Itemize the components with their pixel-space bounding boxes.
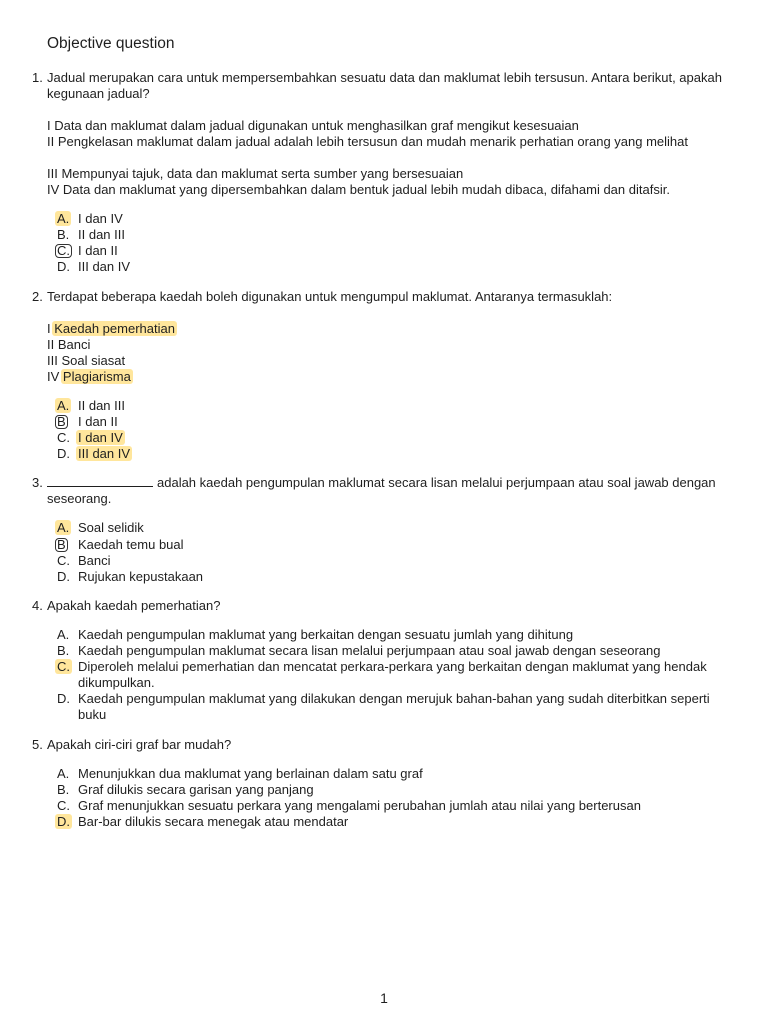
option-text: Bar-bar dilukis secara menegak atau mendatar — [78, 814, 349, 829]
question-number: 2. — [32, 289, 43, 304]
option-text: III dan IV — [78, 259, 131, 274]
highlighted-text: Kaedah pemerhatian — [54, 321, 175, 336]
option-label: D. — [57, 569, 70, 584]
option-label: D. — [57, 814, 70, 829]
option-text: Kaedah pengumpulan maklumat secara lisan melalui perjumpaan atau soal jawab dengan seseorang — [78, 643, 661, 658]
option-text: III dan IV — [78, 446, 131, 461]
option-text: Rujukan kepustakaan — [78, 569, 204, 584]
option-label: A. — [57, 398, 70, 413]
option-label: C. — [57, 659, 70, 674]
highlighted-text: Plagiarisma — [62, 369, 131, 384]
page-title: Objective question — [47, 35, 175, 52]
option-text: Banci — [78, 553, 111, 568]
question-number: 3. — [32, 475, 43, 490]
statement: IV Data dan maklumat yang dipersembahkan dalam bentuk jadual lebih mudah dibaca, difahami dan ditafsir. — [47, 182, 670, 197]
question-text: Jadual merupakan cara untuk mempersembahkan sesuatu data dan maklumat lebih tersusun. Antara berikut, apakah kegunaan jadual? — [47, 70, 722, 101]
option-text: II dan III — [78, 398, 125, 413]
question-number: 5. — [32, 737, 43, 752]
option-text: II dan III — [78, 227, 125, 242]
option-label: A. — [57, 627, 70, 642]
option-label: C. — [57, 243, 70, 258]
option-text: Graf menunjukkan sesuatu perkara yang mengalami perubahan jumlah atau nilai yang berterusan — [78, 798, 641, 813]
option-label: B — [57, 414, 66, 429]
option-text: I dan IV — [78, 430, 123, 445]
option-text: Kaedah temu bual — [78, 537, 184, 552]
option-label: C. — [57, 553, 70, 568]
option-label: B — [57, 537, 66, 552]
question-number: 1. — [32, 70, 43, 85]
option-label: D. — [57, 259, 70, 274]
question-text: Apakah ciri-ciri graf bar mudah? — [47, 737, 232, 752]
option-text: Menunjukkan dua maklumat yang berlainan dalam satu graf — [78, 766, 423, 781]
option-label: C. — [57, 798, 70, 813]
question-text: adalah kaedah pengumpulan maklumat secara lisan melalui perjumpaan atau soal jawab dengan seseorang. — [47, 475, 716, 506]
option-label: B. — [57, 227, 70, 242]
option-text: Graf dilukis secara garisan yang panjang — [78, 782, 314, 797]
statement: I Kaedah pemerhatian — [47, 321, 175, 336]
option-text: Diperoleh melalui pemerhatian dan mencatat perkara-perkara yang berkaitan dengan maklumat yang hendak dikumpulkan. — [78, 659, 707, 690]
option-text: I dan II — [78, 243, 118, 258]
option-text: Soal selidik — [78, 520, 144, 535]
option-label: A. — [57, 211, 70, 226]
question-text: Apakah kaedah pemerhatian? — [47, 598, 221, 613]
option-label: B. — [57, 643, 70, 658]
option-label: A. — [57, 520, 70, 535]
statement: III Mempunyai tajuk, data dan maklumat serta sumber yang bersesuaian — [47, 166, 464, 181]
statement: II Pengkelasan maklumat dalam jadual adalah lebih tersusun dan mudah menarik perhatian orang yang melihat — [47, 134, 689, 149]
option-label: C. — [57, 430, 70, 445]
page-number: 1 — [380, 990, 388, 1006]
option-text: I dan IV — [78, 211, 123, 226]
statement: II Banci — [47, 337, 91, 352]
statement: I Data dan maklumat dalam jadual digunakan untuk menghasilkan graf mengikut kesesuaian — [47, 118, 579, 133]
option-label: B. — [57, 782, 70, 797]
question-text: Terdapat beberapa kaedah boleh digunakan untuk mengumpul maklumat. Antaranya termasuklah: — [47, 289, 613, 304]
answer-blank — [47, 475, 153, 487]
statement: III Soal siasat — [47, 353, 126, 368]
option-text: Kaedah pengumpulan maklumat yang berkaitan dengan sesuatu jumlah yang dihitung — [78, 627, 574, 642]
option-text: Kaedah pengumpulan maklumat yang dilakukan dengan merujuk bahan-bahan yang sudah diterbitkan seperti buku — [78, 691, 710, 722]
statement: IV Plagiarisma — [47, 369, 131, 384]
option-text: I dan II — [78, 414, 118, 429]
question-number: 4. — [32, 598, 43, 613]
option-label: A. — [57, 766, 70, 781]
option-label: D. — [57, 446, 70, 461]
option-label: D. — [57, 691, 70, 706]
